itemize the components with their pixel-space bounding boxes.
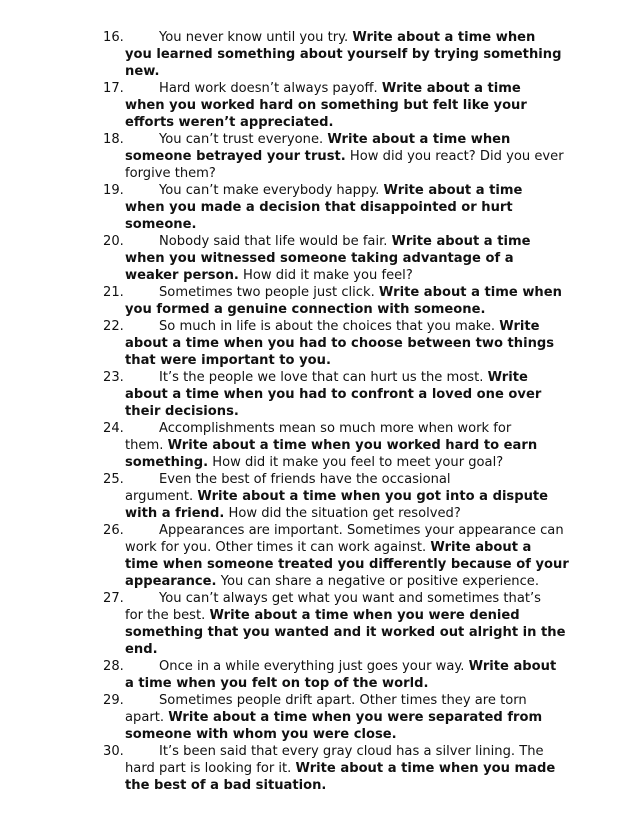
prompt-item xyxy=(103,369,563,420)
prompt-text: You never know until you try. xyxy=(159,30,353,45)
prompt-line xyxy=(103,165,563,182)
prompt-line xyxy=(103,658,563,675)
prompt-line xyxy=(103,624,566,641)
prompt-bold-text: someone. xyxy=(125,217,197,232)
prompt-bold-text: a time when you felt on top of the world. xyxy=(125,676,429,691)
prompt-number: 27. xyxy=(103,591,124,606)
prompt-bold-text: Write about xyxy=(468,659,557,674)
prompt-text: You can share a negative or positive experience. xyxy=(216,574,539,589)
prompt-bold-text: that were important to you. xyxy=(125,353,331,368)
prompt-number: 25. xyxy=(103,472,124,487)
prompt-line xyxy=(103,454,563,471)
prompt-text: Hard work doesn’t always payoff. xyxy=(159,81,382,96)
prompt-item xyxy=(103,590,566,658)
prompt-text: You can’t always get what you want and sometimes that’s xyxy=(159,591,541,606)
prompt-number: 24. xyxy=(103,421,124,436)
prompt-number: 16. xyxy=(103,30,124,45)
prompt-text: Once in a while everything just goes your way. xyxy=(159,659,469,674)
prompt-line xyxy=(103,386,563,403)
prompt-item xyxy=(103,522,569,590)
prompt-line xyxy=(103,471,563,488)
prompt-text: Sometimes two people just click. xyxy=(159,285,379,300)
prompt-item xyxy=(103,29,563,80)
prompt-text: How did the situation get resolved? xyxy=(224,506,461,521)
prompt-bold-text: Write about a xyxy=(430,540,532,555)
prompt-bold-text: Write xyxy=(487,370,528,385)
prompt-bold-text: their decisions. xyxy=(125,404,239,419)
prompt-item xyxy=(103,743,563,794)
prompt-item xyxy=(103,658,563,692)
prompt-bold-text: Write about a time when you made xyxy=(295,761,556,776)
prompt-item xyxy=(103,692,563,743)
prompt-number: 23. xyxy=(103,370,124,385)
prompt-number: 21. xyxy=(103,285,124,300)
prompt-item xyxy=(103,420,563,471)
prompt-bold-text: Write about a time xyxy=(391,234,531,249)
prompt-bold-text: Write about a time when xyxy=(378,285,562,300)
prompt-bold-text: you learned something about yourself by trying something xyxy=(125,47,562,62)
prompt-number: 18. xyxy=(103,132,124,147)
prompt-bold-text: the best of a bad situation. xyxy=(125,778,327,793)
prompt-line xyxy=(103,522,563,539)
prompt-line xyxy=(103,726,563,743)
prompt-text: work for you. Other times it can work against. xyxy=(125,540,431,555)
prompt-line xyxy=(103,97,563,114)
prompt-text: apart. xyxy=(125,710,169,725)
prompt-bold-text: when you worked hard on something but felt like your xyxy=(125,98,527,113)
prompt-line xyxy=(103,369,563,386)
prompt-text: them. xyxy=(125,438,168,453)
prompt-bold-text: about a time when you had to confront a loved one over xyxy=(125,387,542,402)
prompt-line xyxy=(103,284,563,301)
prompt-bold-text: Write about a time when you got into a dispute xyxy=(197,489,549,504)
prompt-line xyxy=(103,437,563,454)
prompt-bold-text: time when someone treated you differently because of your xyxy=(125,557,569,572)
prompt-line xyxy=(103,46,563,63)
prompt-text: So much in life is about the choices that you make. xyxy=(159,319,500,334)
prompt-line xyxy=(103,352,563,369)
prompt-number: 22. xyxy=(103,319,124,334)
prompt-bold-text: about a time when you had to choose between two things xyxy=(125,336,555,351)
prompt-line xyxy=(103,131,563,148)
prompt-line xyxy=(103,267,563,284)
prompt-bold-text: efforts weren’t appreciated. xyxy=(125,115,334,130)
prompt-bold-text: end. xyxy=(125,642,158,657)
prompt-number: 20. xyxy=(103,234,124,249)
prompt-bold-text: Write about a time when xyxy=(327,132,511,147)
prompt-line xyxy=(103,590,563,607)
prompt-line xyxy=(103,148,563,165)
prompt-bold-text: something. xyxy=(125,455,209,470)
prompt-number: 28. xyxy=(103,659,124,674)
prompt-text: Accomplishments mean so much more when work for xyxy=(159,421,512,436)
prompt-line xyxy=(103,29,563,46)
prompt-line xyxy=(103,607,563,624)
prompt-text: How did it make you feel? xyxy=(238,268,413,283)
prompt-bold-text: someone with whom you were close. xyxy=(125,727,397,742)
prompt-bold-text: Write about a time when xyxy=(352,30,536,45)
prompt-bold-text: Write about a time xyxy=(383,183,523,198)
prompt-bold-text: when you made a decision that disappointed or hurt xyxy=(125,200,513,215)
prompt-bold-text: Write about a time when you were denied xyxy=(209,608,520,623)
prompt-bold-text: weaker person. xyxy=(125,268,239,283)
prompt-bold-text: with a friend. xyxy=(125,506,225,521)
prompt-text: How did it make you feel to meet your goal? xyxy=(208,455,504,470)
prompt-bold-text: you formed a genuine connection with someone. xyxy=(125,302,486,317)
prompt-text: Appearances are important. Sometimes your appearance can xyxy=(159,523,564,538)
prompt-bold-text: Write xyxy=(499,319,540,334)
prompt-item xyxy=(103,182,563,233)
prompt-text: You can’t trust everyone. xyxy=(159,132,328,147)
prompt-line xyxy=(103,505,563,522)
prompt-line xyxy=(103,760,563,777)
prompt-line xyxy=(103,420,563,437)
prompt-line xyxy=(103,233,563,250)
prompt-number: 17. xyxy=(103,81,124,96)
prompt-line xyxy=(103,80,563,97)
prompt-line xyxy=(103,556,569,573)
prompt-line xyxy=(103,216,563,233)
prompt-bold-text: Write about a time when you were separated from xyxy=(168,710,543,725)
prompt-text: for the best. xyxy=(125,608,210,623)
prompt-line xyxy=(103,182,563,199)
prompt-line xyxy=(103,675,563,692)
prompt-text: hard part is looking for it. xyxy=(125,761,296,776)
prompt-bold-text: someone betrayed your trust. xyxy=(125,149,346,164)
prompt-line xyxy=(103,743,563,760)
prompt-line xyxy=(103,692,563,709)
prompt-item xyxy=(103,318,563,369)
prompt-number: 26. xyxy=(103,523,124,538)
prompt-text: Nobody said that life would be fair. xyxy=(159,234,392,249)
prompt-item xyxy=(103,233,563,284)
prompt-line xyxy=(103,114,563,131)
prompt-line xyxy=(103,539,563,556)
prompt-text: forgive them? xyxy=(125,166,216,181)
prompt-bold-text: when you witnessed someone taking advantage of a xyxy=(125,251,514,266)
prompt-line xyxy=(103,63,563,80)
prompt-text: You can’t make everybody happy. xyxy=(159,183,384,198)
prompt-bold-text: appearance. xyxy=(125,574,217,589)
prompt-line xyxy=(103,250,563,267)
prompt-text: Sometimes people drift apart. Other times they are torn xyxy=(159,693,527,708)
prompt-number: 29. xyxy=(103,693,124,708)
prompt-item xyxy=(103,80,563,131)
prompt-line xyxy=(103,777,563,794)
prompt-line xyxy=(103,318,563,335)
prompt-line xyxy=(103,335,563,352)
prompt-number: 30. xyxy=(103,744,124,759)
prompt-bold-text: new. xyxy=(125,64,160,79)
prompt-item xyxy=(103,471,563,522)
prompt-bold-text: Write about a time when you worked hard to earn xyxy=(167,438,538,453)
prompt-text: argument. xyxy=(125,489,198,504)
prompt-line xyxy=(103,641,563,658)
prompt-line xyxy=(103,403,563,420)
prompt-text: It’s been said that every gray cloud has a silver lining. The xyxy=(159,744,544,759)
prompt-line xyxy=(103,301,563,318)
prompt-number: 19. xyxy=(103,183,124,198)
prompt-bold-text: something that you wanted and it worked out alright in the xyxy=(125,625,566,640)
prompt-line xyxy=(103,199,563,216)
prompt-line xyxy=(103,488,563,505)
prompt-bold-text: Write about a time xyxy=(381,81,521,96)
prompt-item xyxy=(103,131,563,182)
prompt-line xyxy=(103,709,563,726)
prompt-line xyxy=(103,573,563,590)
prompt-item xyxy=(103,284,563,318)
prompt-text: How did you react? Did you ever xyxy=(345,149,564,164)
prompt-text: It’s the people we love that can hurt us the most. xyxy=(159,370,488,385)
prompt-text: Even the best of friends have the occasional xyxy=(159,472,451,487)
